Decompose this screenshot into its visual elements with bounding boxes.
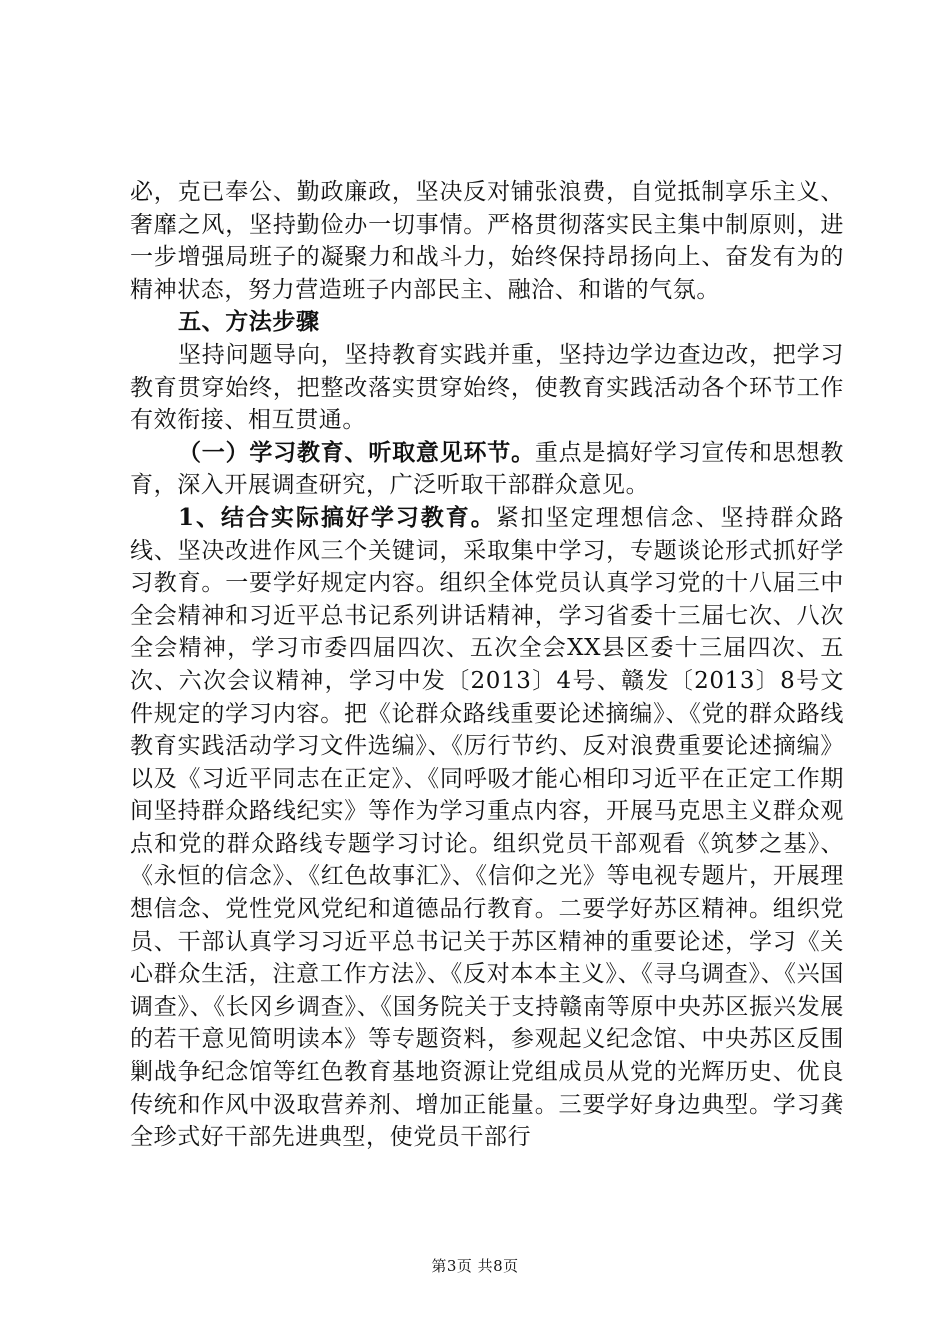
item-title: 1、结合实际搞好学习教育。: [178, 503, 496, 531]
section-heading: 五、方法步骤: [178, 308, 320, 336]
subsection-text: 重点是搞好学习宣传和思想教育，深入开展调查研究，广泛听取干部群众意见。: [130, 439, 844, 499]
item-text: 紧扣坚定理想信念、坚持群众路线、坚决改进作风三个关键词，采取集中学习，专题谈论形式抓好学习教育。一要学好规定内容。组织全体党员认真学习党的十八届三中全会精神和习近平总书记系列讲话精神，学习省委十三届七次、八次全会精神，学习市委四届四次、五次全会XX县区委十三届四次、五次、六次会议精神，学习中发〔2013〕4号、赣发〔2013〕8号文件规定的学习内容。把《论群众路线重要论述摘编》、《党的群众路线教育实践活动学习文件选编》、《厉行节约、反对浪费重要论述摘编》以及《习近平同志在正定》、《同呼吸才能心相印习近平在正定工作期间坚持群众路线纪实》等作为学习重点内容，开展马克思主义群众观点和党的群众路线专题学习讨论。组织党员干部观看《筑梦之基》、《永恒的信念》、《红色故事汇》、《信仰之光》等电视专题片，开展理想信念、党性党风党纪和道德品行教育。二要学好苏区精神。组织党员、干部认真学习习近平总书记关于苏区精神的重要论述，学习《关心群众生活，注意工作方法》、《反对本本主义》、《寻乌调查》、《兴国调查》、《长冈乡调查》、《国务院关于支持赣南等原中央苏区振兴发展的若干意见简明读本》等专题资料，参观起义纪念馆、中央苏区反围剿战争纪念馆等红色教育基地资源让党组成员从党的光辉历史、优良传统和作风中汲取营养剂、增加正能量。三要学好身边典型。学习龚全珍式好干部先进典型，使党员干部行: [130, 504, 844, 1151]
paragraph-study-education: [130, 502, 844, 1154]
paragraph-continuation: 必，克已奉公、勤政廉政，坚决反对铺张浪费，自觉抵制享乐主义、奢靡之风，坚持勤俭办一切事情。严格贯彻落实民主集中制原则，进一步增强局班子的凝聚力和战斗力，始终保持昂扬向上、奋发有为的精神状态，努力营造班子内部民主、融洽、和谐的气氛。: [130, 179, 844, 303]
paragraph-subsection-one: [130, 437, 844, 502]
page-number-footer: 第3页 共8页: [431, 1257, 519, 1275]
paragraph-method-overview: 坚持问题导向，坚持教育实践并重，坚持边学边查边改，把学习教育贯穿始终，把整改落实贯穿始终，使教育实践活动各个环节工作有效衔接、相互贯通。: [130, 341, 844, 434]
subsection-title: （一）学习教育、听取意见环节。: [178, 438, 535, 466]
document-body: [130, 176, 844, 1154]
